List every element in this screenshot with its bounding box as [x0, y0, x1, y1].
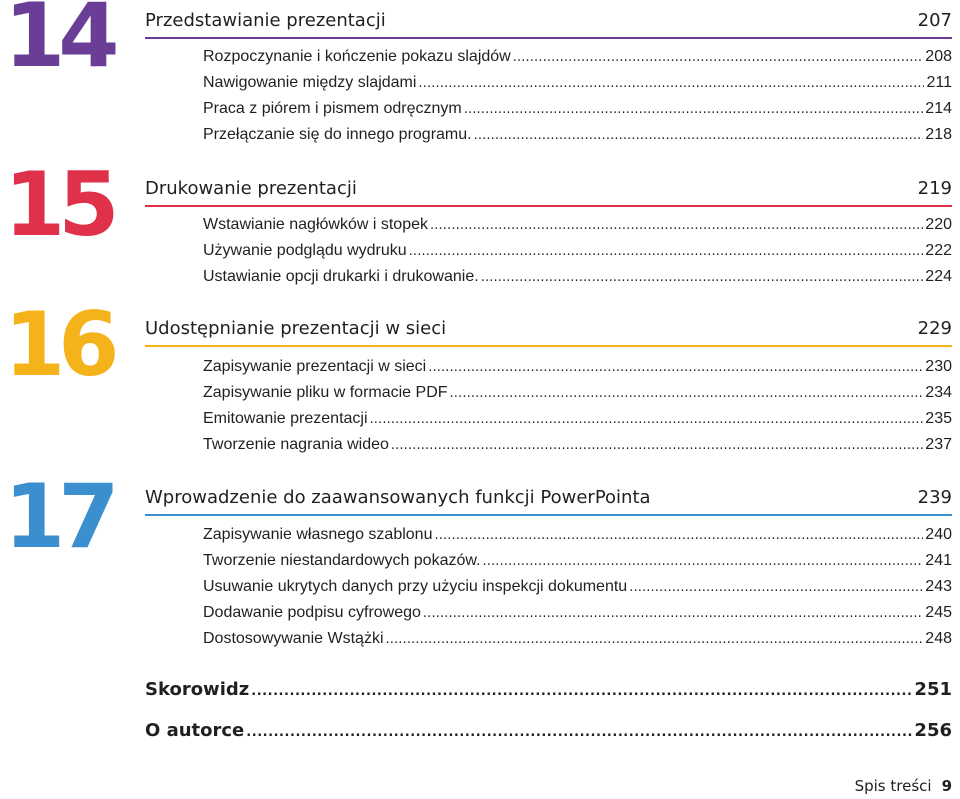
- dot-leader: [474, 124, 924, 143]
- toc-entry[interactable]: [203, 240, 952, 262]
- entry-title: Rozpoczynanie i kończenie pokazu slajdów: [203, 48, 511, 65]
- chapter-heading-16[interactable]: [145, 318, 952, 344]
- chapter-rule: [145, 205, 952, 207]
- dot-leader: [370, 408, 924, 427]
- entry-title: Emitowanie prezentacji: [203, 410, 368, 427]
- dot-leader: [513, 46, 924, 65]
- entry-page: 240: [925, 526, 952, 543]
- chapter-number-15: 15: [4, 153, 113, 256]
- chapter-page: 229: [917, 318, 952, 339]
- entry-page: 256: [914, 720, 952, 741]
- toc-entry[interactable]: [203, 46, 952, 68]
- toc-entry[interactable]: [203, 124, 952, 146]
- toc-entry[interactable]: [203, 356, 952, 378]
- chapter-title: Przedstawianie prezentacji: [145, 10, 386, 31]
- toc-entry[interactable]: [203, 214, 952, 236]
- dot-leader: [418, 72, 924, 91]
- dot-leader: [428, 356, 923, 375]
- entry-title: Zapisywanie pliku w formacie PDF: [203, 384, 448, 401]
- chapter-heading-15[interactable]: [145, 178, 952, 204]
- toc-entry-about-author[interactable]: [145, 720, 952, 746]
- entry-page: 218: [925, 126, 952, 143]
- dot-leader: [629, 576, 923, 595]
- chapter-number-16: 16: [4, 293, 113, 396]
- dot-leader: [391, 434, 923, 453]
- chapter-title: Drukowanie prezentacji: [145, 178, 357, 199]
- entry-page: 211: [926, 74, 952, 91]
- dot-leader: [481, 266, 924, 285]
- entry-page: 220: [925, 216, 952, 233]
- toc-entry[interactable]: [203, 408, 952, 430]
- entry-page: 234: [925, 384, 952, 401]
- entry-page: 230: [925, 358, 952, 375]
- toc-entry[interactable]: [203, 382, 952, 404]
- entry-title: Zapisywanie prezentacji w sieci: [203, 358, 427, 375]
- entry-title: Dodawanie podpisu cyfrowego: [203, 604, 421, 621]
- entry-title: Przełączanie się do innego programu.: [203, 126, 472, 143]
- chapter-heading-14[interactable]: [145, 10, 952, 36]
- entry-title: Tworzenie niestandardowych pokazów.: [203, 552, 481, 569]
- entry-page: 214: [925, 100, 952, 117]
- chapter-heading-17[interactable]: [145, 487, 952, 513]
- entry-page: 222: [925, 242, 952, 259]
- entry-page: 243: [925, 578, 952, 595]
- entry-title: Tworzenie nagrania wideo: [203, 436, 389, 453]
- entry-page: 251: [914, 679, 952, 700]
- entry-title: Ustawianie opcji drukarki i drukowanie.: [203, 268, 479, 285]
- entry-title: O autorce: [145, 720, 245, 741]
- entry-title: Używanie podglądu wydruku: [203, 242, 407, 259]
- toc-entry[interactable]: [203, 524, 952, 546]
- dot-leader: [251, 679, 912, 700]
- chapter-page: 219: [917, 178, 952, 199]
- entry-page: 245: [925, 604, 952, 621]
- dot-leader: [423, 602, 923, 621]
- chapter-title: Udostępnianie prezentacji w sieci: [145, 318, 447, 339]
- dot-leader: [483, 550, 924, 569]
- dot-leader: [246, 720, 912, 741]
- dot-leader: [434, 524, 923, 543]
- toc-entry-index[interactable]: [145, 679, 952, 705]
- toc-entry[interactable]: [203, 576, 952, 598]
- chapter-page: 207: [917, 10, 952, 31]
- chapter-number-17: 17: [4, 465, 113, 568]
- entry-title: Dostosowywanie Wstążki: [203, 630, 384, 647]
- chapter-number-14: 14: [4, 0, 113, 87]
- entry-title: Skorowidz: [145, 679, 250, 700]
- chapter-page: 239: [917, 487, 952, 508]
- footer-page-number: 9: [941, 777, 952, 795]
- toc-entry[interactable]: [203, 434, 952, 456]
- entry-page: 237: [925, 436, 952, 453]
- entry-page: 235: [925, 410, 952, 427]
- chapter-rule: [145, 37, 952, 39]
- dot-leader: [409, 240, 924, 259]
- dot-leader: [386, 628, 924, 647]
- entry-page: 224: [925, 268, 952, 285]
- page-footer: [855, 777, 952, 795]
- toc-entry[interactable]: [203, 602, 952, 624]
- toc-entry[interactable]: [203, 72, 952, 94]
- dot-leader: [464, 98, 924, 117]
- dot-leader: [430, 214, 923, 233]
- chapter-rule: [145, 514, 952, 516]
- toc-entry[interactable]: [203, 550, 952, 572]
- entry-title: Praca z piórem i pismem odręcznym: [203, 100, 462, 117]
- entry-title: Wstawianie nagłówków i stopek: [203, 216, 428, 233]
- entry-page: 208: [925, 48, 952, 65]
- entry-page: 248: [925, 630, 952, 647]
- toc-entry[interactable]: [203, 266, 952, 288]
- chapter-title: Wprowadzenie do zaawansowanych funkcji PowerPointa: [145, 487, 651, 508]
- footer-label: Spis treści: [854, 777, 932, 795]
- entry-title: Usuwanie ukrytych danych przy użyciu inspekcji dokumentu: [203, 578, 628, 595]
- entry-title: Nawigowanie między slajdami: [203, 74, 417, 91]
- entry-title: Zapisywanie własnego szablonu: [203, 526, 433, 543]
- toc-entry[interactable]: [203, 98, 952, 120]
- chapter-rule: [145, 345, 952, 347]
- entry-page: 241: [925, 552, 952, 569]
- toc-entry[interactable]: [203, 628, 952, 650]
- dot-leader: [450, 382, 924, 401]
